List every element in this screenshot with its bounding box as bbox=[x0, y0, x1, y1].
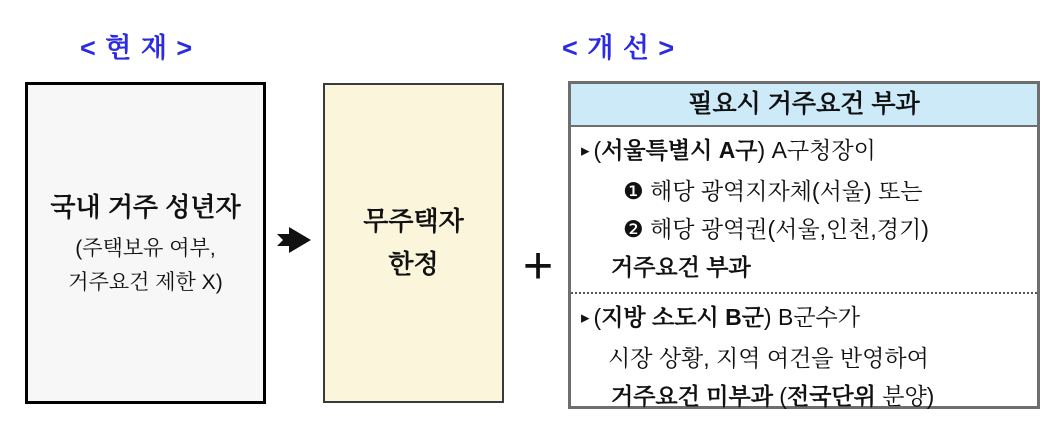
triangle-bullet-icon: ▸ bbox=[581, 308, 590, 327]
current-section-title: < 현 재 > bbox=[80, 33, 194, 63]
rule-rural-conclusion-rest: 분양) bbox=[875, 383, 935, 409]
paren-open: ( bbox=[772, 383, 787, 409]
rule-rural-section bbox=[571, 294, 1037, 419]
triangle-bullet-icon: ▸ bbox=[581, 141, 590, 160]
improved-section-title: < 개 선 > bbox=[562, 33, 676, 63]
rule-seoul-option-1-text: 해당 광역지자체(서울) 또는 bbox=[643, 178, 923, 204]
current-eligibility-box bbox=[25, 82, 266, 404]
no-house-owner-box bbox=[323, 83, 504, 403]
current-box-sub-text-1: (주택보유 여부, bbox=[75, 236, 216, 260]
rule-rural-line-2: 시장 상황, 지역 여건을 반영하여 bbox=[608, 345, 929, 371]
rule-seoul-line-1 bbox=[581, 131, 1031, 172]
rule-seoul-section bbox=[571, 127, 1037, 294]
rule-rural-subject: 지방 소도시 B군 bbox=[601, 304, 764, 330]
plus-icon: + bbox=[522, 237, 554, 295]
middle-box-line-1: 무주택자 bbox=[363, 206, 464, 236]
current-box-main-text: 국내 거주 성년자 bbox=[50, 191, 241, 222]
rule-seoul-option-2-text: 해당 광역권(서울,인천,경기) bbox=[643, 216, 929, 242]
circled-two-icon: ❷ bbox=[623, 216, 644, 242]
right-arrow-icon bbox=[277, 226, 312, 254]
paren-close: ) bbox=[757, 137, 766, 163]
rule-seoul-option-2 bbox=[581, 210, 1031, 248]
rule-rural-line-1 bbox=[581, 298, 1031, 339]
rule-seoul-actor: A구청장이 bbox=[765, 137, 876, 163]
paren-open: ( bbox=[593, 304, 602, 330]
circled-one-icon: ❶ bbox=[623, 178, 644, 204]
current-box-sub-text-2: 거주요건 제한 X) bbox=[68, 270, 223, 294]
rule-rural-actor: B군수가 bbox=[771, 304, 860, 330]
improved-box-header: 필요시 거주요건 부과 bbox=[571, 84, 1037, 127]
rule-rural-nationwide-bold: 전국단위 bbox=[786, 383, 876, 409]
improved-policy-box bbox=[568, 81, 1040, 409]
rule-seoul-option-1 bbox=[581, 172, 1031, 210]
rule-rural-conclusion bbox=[581, 377, 1031, 415]
paren-close: ) bbox=[763, 304, 772, 330]
improved-box-body bbox=[571, 127, 1037, 419]
middle-box-line-2: 한정 bbox=[388, 249, 439, 279]
rule-seoul-subject: 서울특별시 A구 bbox=[601, 137, 758, 163]
rule-rural-conclusion-bold: 거주요건 미부과 bbox=[611, 383, 773, 409]
rule-seoul-conclusion: 거주요건 부과 bbox=[611, 254, 751, 280]
paren-open: ( bbox=[593, 137, 602, 163]
